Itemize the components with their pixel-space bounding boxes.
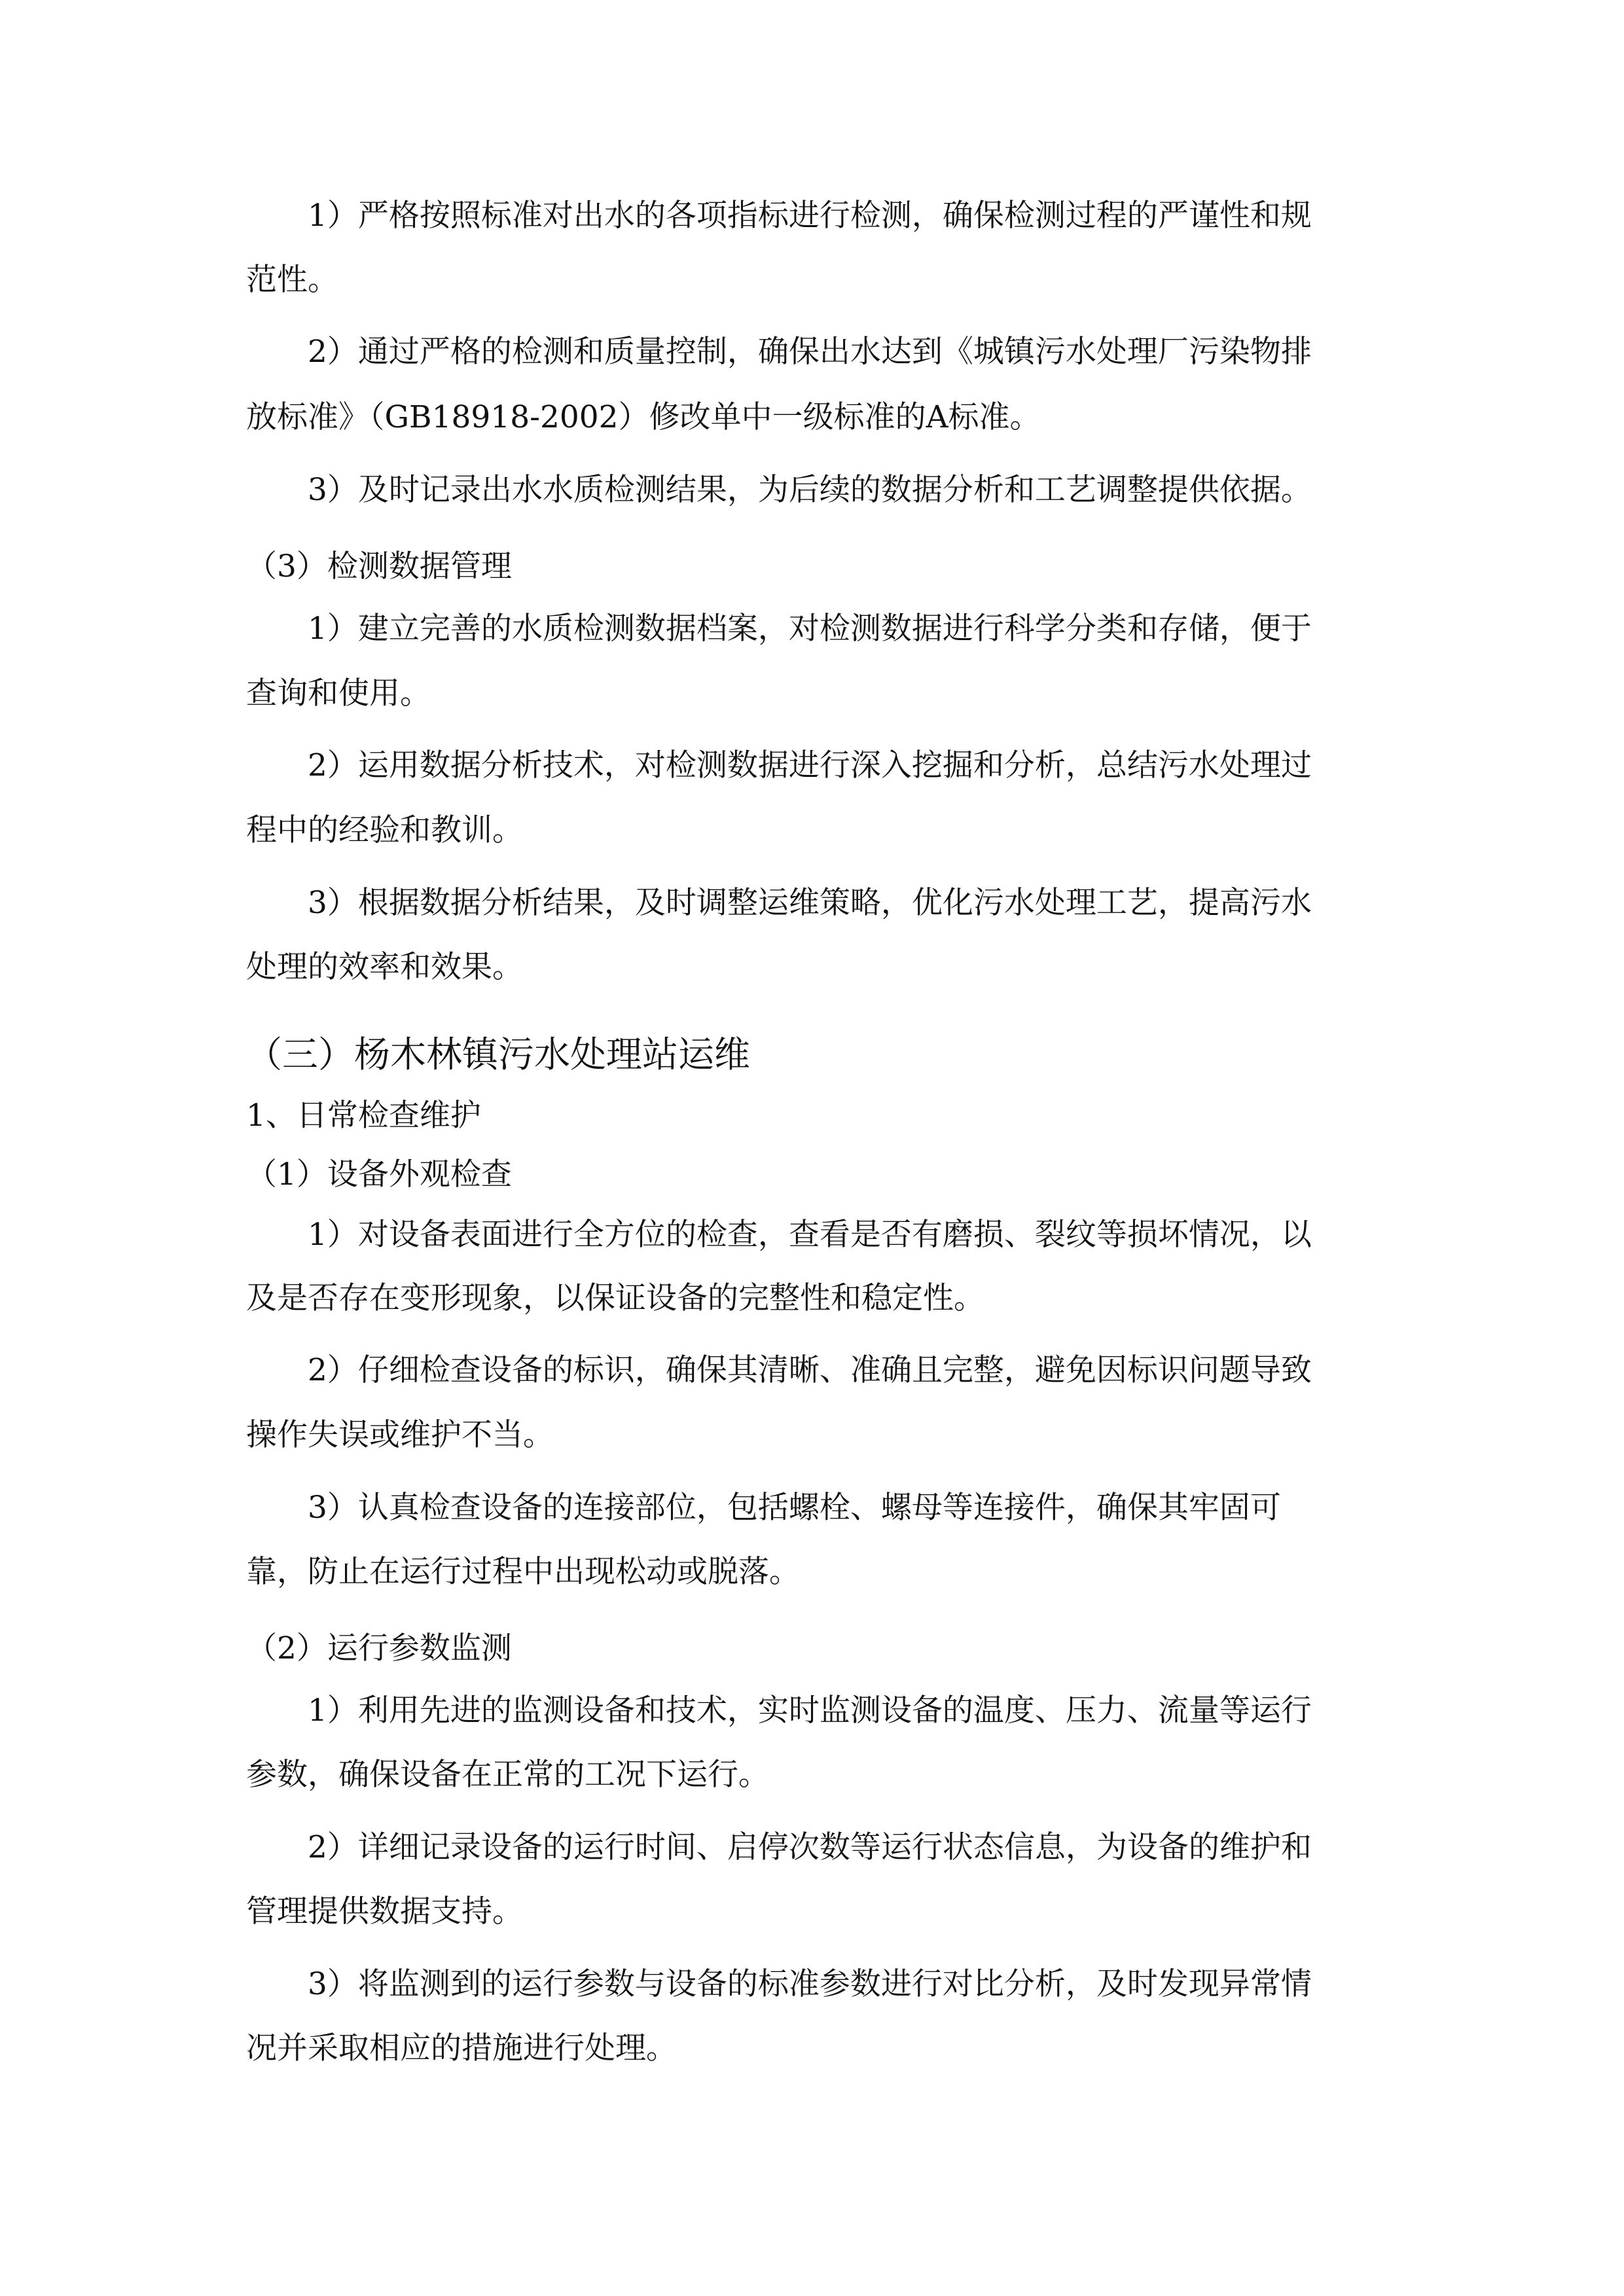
paragraph-line: 查询和使用。 bbox=[246, 675, 431, 711]
subsection-heading: （1）设备外观检查 bbox=[246, 1157, 512, 1193]
subsection-heading: （2）运行参数监测 bbox=[246, 1630, 512, 1666]
subsection-heading: 1、日常检查维护 bbox=[246, 1098, 481, 1134]
paragraph-line: 靠，防止在运行过程中出现松动或脱落。 bbox=[246, 1554, 800, 1590]
paragraph-line: 3）将监测到的运行参数与设备的标准参数进行对比分析，及时发现异常情 bbox=[308, 1966, 1312, 2002]
paragraph-line: 2）详细记录设备的运行时间、启停次数等运行状态信息，为设备的维护和 bbox=[308, 1829, 1312, 1865]
paragraph-line: 1）建立完善的水质检测数据档案，对检测数据进行科学分类和存储，便于 bbox=[308, 611, 1312, 647]
paragraph-line: 放标准》（GB18918-2002）修改单中一级标准的A标准。 bbox=[246, 399, 1041, 435]
subsection-heading: （3）检测数据管理 bbox=[246, 548, 512, 584]
paragraph-line: 管理提供数据支持。 bbox=[246, 1893, 523, 1929]
paragraph-line: 1）对设备表面进行全方位的检查，查看是否有磨损、裂纹等损坏情况，以 bbox=[308, 1217, 1312, 1253]
paragraph-line: 1）利用先进的监测设备和技术，实时监测设备的温度、压力、流量等运行 bbox=[308, 1693, 1312, 1729]
paragraph-line: 程中的经验和教训。 bbox=[246, 812, 523, 848]
paragraph-line: 2）仔细检查设备的标识，确保其清晰、准确且完整，避免因标识问题导致 bbox=[308, 1352, 1312, 1388]
paragraph-line: 2）通过严格的检测和质量控制，确保出水达到《城镇污水处理厂污染物排 bbox=[308, 334, 1312, 370]
paragraph-line: 3）根据数据分析结果，及时调整运维策略，优化污水处理工艺，提高污水 bbox=[308, 885, 1312, 921]
paragraph-line: 范性。 bbox=[246, 262, 338, 298]
paragraph-line: 参数，确保设备在正常的工况下运行。 bbox=[246, 1757, 769, 1793]
paragraph-line: 处理的效率和效果。 bbox=[246, 949, 523, 985]
paragraph-line: 况并采取相应的措施进行处理。 bbox=[246, 2030, 677, 2066]
paragraph-line: 操作失误或维护不当。 bbox=[246, 1417, 554, 1453]
paragraph-line: 及是否存在变形现象，以保证设备的完整性和稳定性。 bbox=[246, 1280, 984, 1316]
paragraph-line: 3）认真检查设备的连接部位，包括螺栓、螺母等连接件，确保其牢固可 bbox=[308, 1490, 1281, 1526]
paragraph-line: 2）运用数据分析技术，对检测数据进行深入挖掘和分析，总结污水处理过 bbox=[308, 747, 1312, 783]
paragraph-line: 3）及时记录出水水质检测结果，为后续的数据分析和工艺调整提供依据。 bbox=[308, 472, 1312, 508]
section-heading: （三）杨木林镇污水处理站运维 bbox=[246, 1033, 751, 1075]
paragraph-line: 1）严格按照标准对出水的各项指标进行检测，确保检测过程的严谨性和规 bbox=[308, 198, 1312, 234]
